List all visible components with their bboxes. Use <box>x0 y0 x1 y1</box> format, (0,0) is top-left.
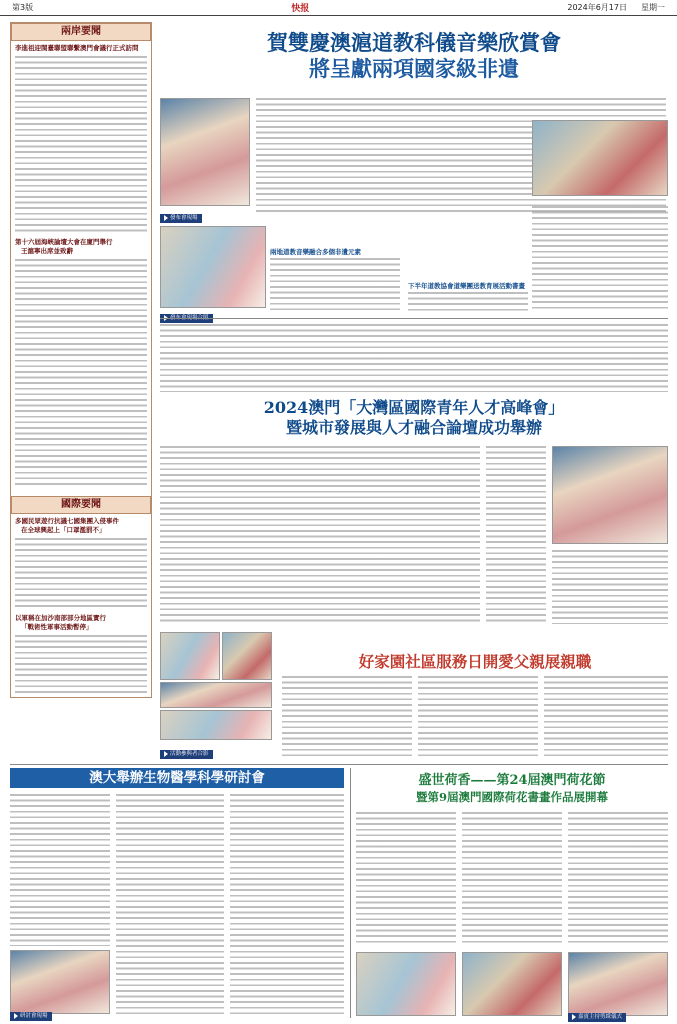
subhead-education-activity: 下半年道教協會道樂團送教育展活動書畫 <box>408 282 525 290</box>
article-body-text <box>486 446 546 624</box>
issue-date: 2024年6月17日 <box>567 3 627 12</box>
left-news-column <box>10 22 152 698</box>
paper-name: 快报 <box>291 4 310 14</box>
article-body-text <box>116 794 224 1014</box>
subhead-music-fusion: 兩地道教音樂融合多個非遺元素 <box>270 248 361 256</box>
headline-international-1: 多國民眾遊行抗議七國集團入侵事件 <box>15 517 119 525</box>
headline-line-1: 賀雙慶澳滬道教科儀音樂欣賞會 <box>267 30 561 55</box>
caption-text: 研討會現場 <box>20 1012 48 1019</box>
headline-line-2: 將呈獻兩項國家級非遺 <box>309 56 519 81</box>
photo-caption <box>10 1004 52 1023</box>
headline-line-2: 暨第9屆澳門國際荷花書畫作品展開幕 <box>416 790 608 804</box>
article-body-text <box>552 550 668 624</box>
headline-line-1: 盛世荷香——第24屆澳門荷花節 <box>418 773 606 788</box>
caption-text: 活動參與者合影 <box>170 750 209 757</box>
taoist-performance-photo <box>532 120 668 196</box>
article-body-text <box>418 676 538 758</box>
subheadline-international-2: 「戰術性軍事活動暫停」 <box>21 623 93 631</box>
event-photo <box>160 632 220 680</box>
article-body-text <box>544 676 668 758</box>
page-number: 第3版 <box>12 3 34 12</box>
section-title-international: 國際要聞 <box>11 496 151 514</box>
feature-community-service-headline: 好家園社區服務日開愛父親展親職 <box>358 652 592 671</box>
article-body-text <box>356 812 456 946</box>
article-body-text <box>160 324 668 392</box>
headline-line-2: 暨城市發展與人才融合論壇成功舉辦 <box>285 418 542 437</box>
photo-caption <box>160 742 213 761</box>
article-body-text <box>15 259 147 485</box>
event-photo <box>222 632 272 680</box>
group-photo <box>160 710 272 740</box>
section-title-cross-strait: 兩岸要聞 <box>11 23 151 41</box>
headline-international-2: 以軍稱在加沙南部部分地區實行 <box>15 614 106 622</box>
press-conference-photo <box>160 98 250 206</box>
article-body-text <box>532 206 668 312</box>
headline-cross-strait-2: 第十六屆海峽論壇大會在廈門舉行 <box>15 238 113 246</box>
lotus-exhibition-photo <box>462 952 562 1016</box>
article-body-text <box>15 635 147 693</box>
masthead <box>0 0 677 16</box>
article-body-text <box>270 258 400 310</box>
headline-line-1: 2024澳門「大灣區國際青年人才高峰會」 <box>263 398 565 417</box>
feature-biomedical-banner <box>10 768 344 788</box>
photo-caption <box>160 306 213 325</box>
article-body-text <box>408 292 528 312</box>
summit-photo <box>552 446 668 544</box>
photo-caption <box>160 206 202 225</box>
feature-lotus-festival-headline <box>356 772 668 805</box>
lotus-festival-photo <box>356 952 456 1016</box>
article-body-text <box>568 812 668 946</box>
article-body-text <box>15 538 147 608</box>
article-body-text <box>160 446 480 624</box>
feature-taoist-music-headline <box>160 30 668 82</box>
photo-caption <box>568 1005 626 1024</box>
caption-text: 發布會現場 <box>170 214 198 221</box>
caption-text: 嘉賓主持剪綵儀式 <box>578 1013 623 1020</box>
headline: 澳大舉辦生物醫學科學研討會 <box>89 770 265 786</box>
article-body-text <box>15 56 147 232</box>
article-body-text <box>462 812 562 946</box>
subheadline-cross-strait-2: 王滬寧出席並致辭 <box>21 247 73 255</box>
group-photo <box>160 226 266 308</box>
issue-day: 星期一 <box>641 3 665 12</box>
headline-cross-strait-1: 李進祖迎閩臺聯盟聯繫澳門會議行正式訪問 <box>15 44 139 52</box>
event-photo <box>160 682 272 708</box>
article-body-text <box>230 794 344 1014</box>
article-body-text <box>282 676 412 758</box>
article-body-text <box>10 794 110 946</box>
feature-talent-summit-headline <box>160 398 668 438</box>
subheadline-international-1: 在全球興起上「口罩濫罰不」 <box>21 526 106 534</box>
